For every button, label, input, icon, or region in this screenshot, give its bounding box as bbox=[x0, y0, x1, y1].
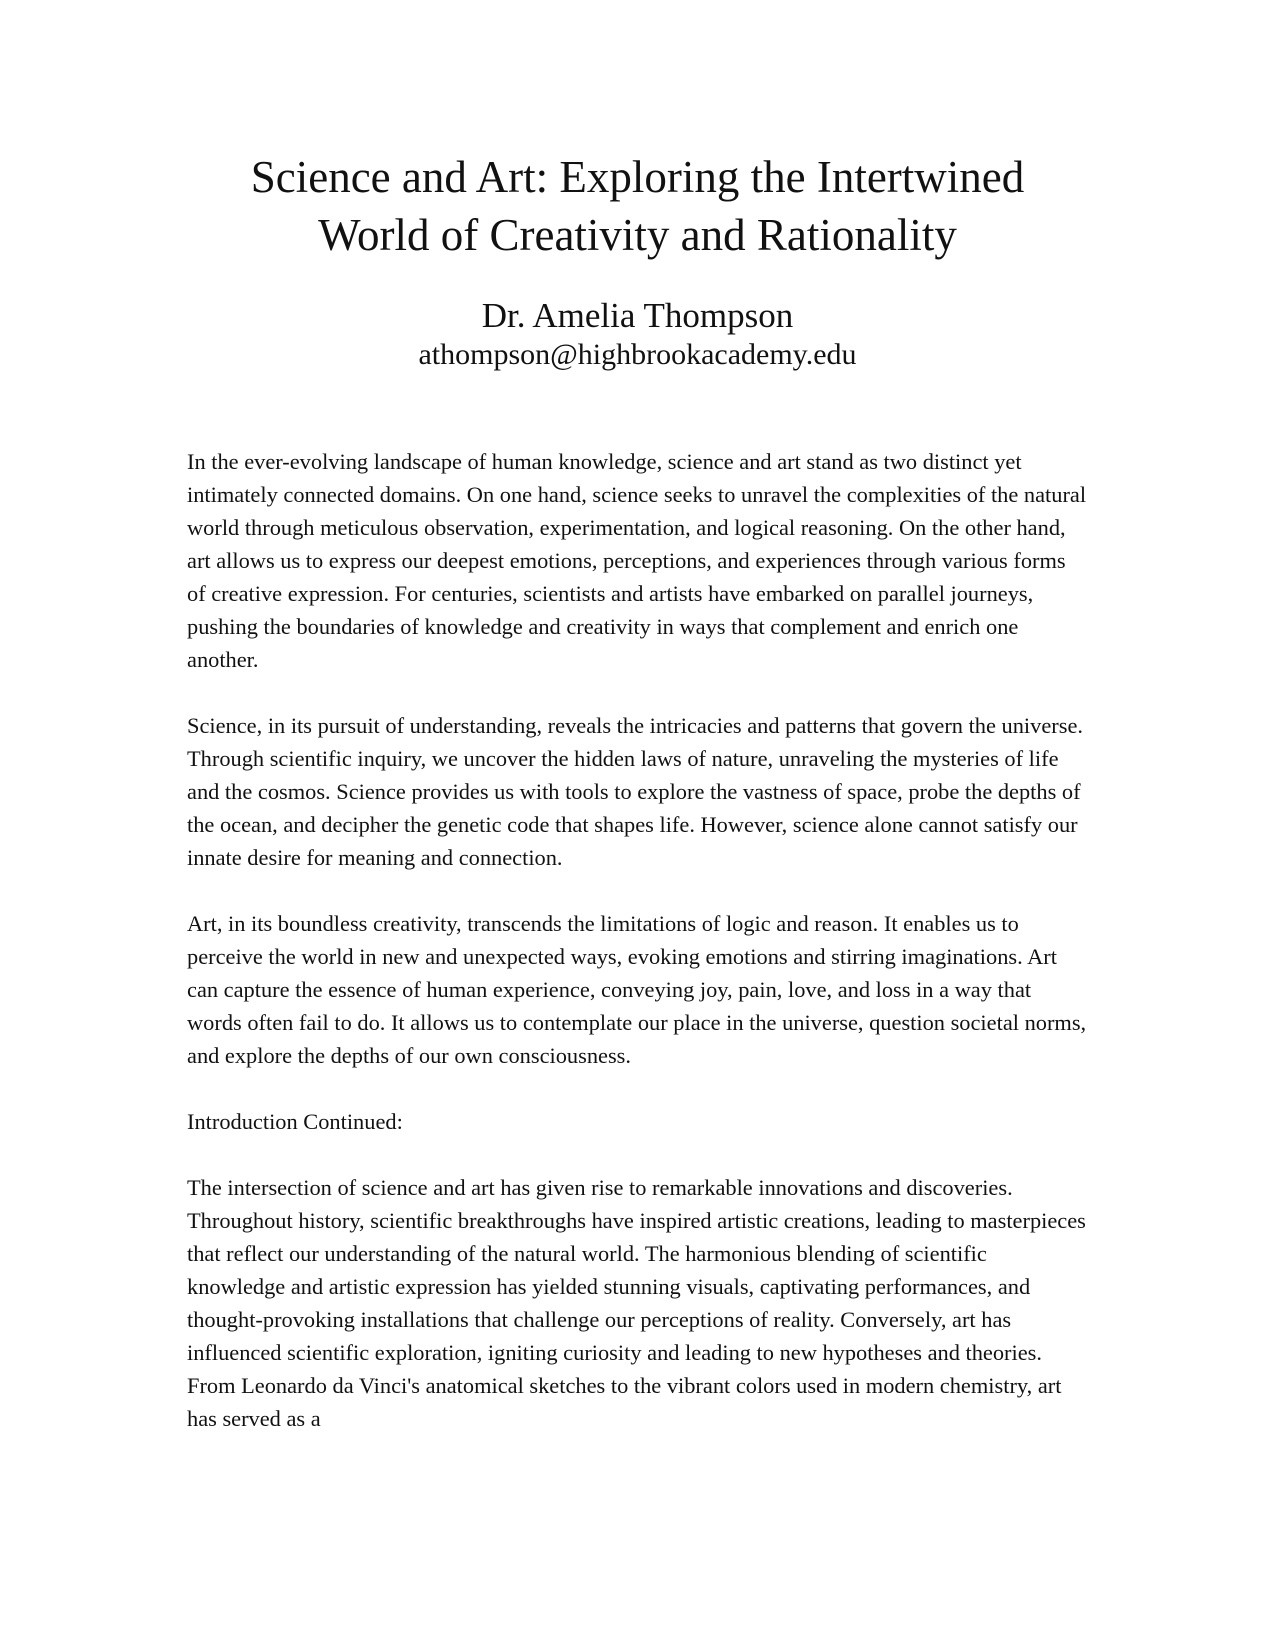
paper-body bbox=[187, 445, 1087, 1468]
paragraph-3: Art, in its boundless creativity, transcends the limitations of logic and reason. It enables us to perceive the world in new and unexpected ways, evoking emotions and stirring imaginations. Art can capture the essence of human experience, conveying joy, pain, love, and loss in a way that words often fail to do. It allows us to contemplate our place in the universe, question societal norms, and explore the depths of our own consciousness. bbox=[187, 911, 1087, 1068]
title-line-1: Science and Art: Exploring the Intertwined bbox=[250, 152, 1025, 202]
paragraph-1: In the ever-evolving landscape of human knowledge, science and art stand as two distinct yet intimately connected domains. On one hand, science seeks to unravel the complexities of the natural world through meticulous observation, experimentation, and logical reasoning. On the other hand, art allows us to express our deepest emotions, perceptions, and experiences through various forms of creative expression. For centuries, scientists and artists have embarked on parallel journeys, pushing the boundaries of knowledge and creativity in ways that complement and enrich one another. bbox=[187, 449, 1087, 672]
paper-title bbox=[0, 148, 1275, 264]
paragraph-2: Science, in its pursuit of understanding, reveals the intricacies and patterns that govern the universe. Through scientific inquiry, we uncover the hidden laws of nature, unraveling the mysteries of life and the cosmos. Science provides us with tools to explore the vastness of space, probe the depths of the ocean, and decipher the genetic code that shapes life. However, science alone cannot satisfy our innate desire for meaning and connection. bbox=[187, 713, 1083, 870]
paragraph-4: The intersection of science and art has given rise to remarkable innovations and discoveries. Throughout history, scientific breakthroughs have inspired artistic creations, leading to masterpieces that reflect our understanding of the natural world. The harmonious blending of scientific knowledge and artistic expression has yielded stunning visuals, captivating performances, and thought-provoking installations that challenge our perceptions of reality. Conversely, art has influenced scientific exploration, igniting curiosity and leading to new hypotheses and theories. From Leonardo da Vinci's anatomical sketches to the vibrant colors used in modern chemistry, art has served as a bbox=[187, 1175, 1086, 1431]
author-email: athompson@highbrookacademy.edu bbox=[418, 338, 857, 371]
paper-header bbox=[0, 148, 1275, 374]
section-label-introduction-continued: Introduction Continued: bbox=[187, 1109, 403, 1134]
title-line-2: World of Creativity and Rationality bbox=[318, 210, 957, 260]
author-name: Dr. Amelia Thompson bbox=[481, 296, 794, 335]
